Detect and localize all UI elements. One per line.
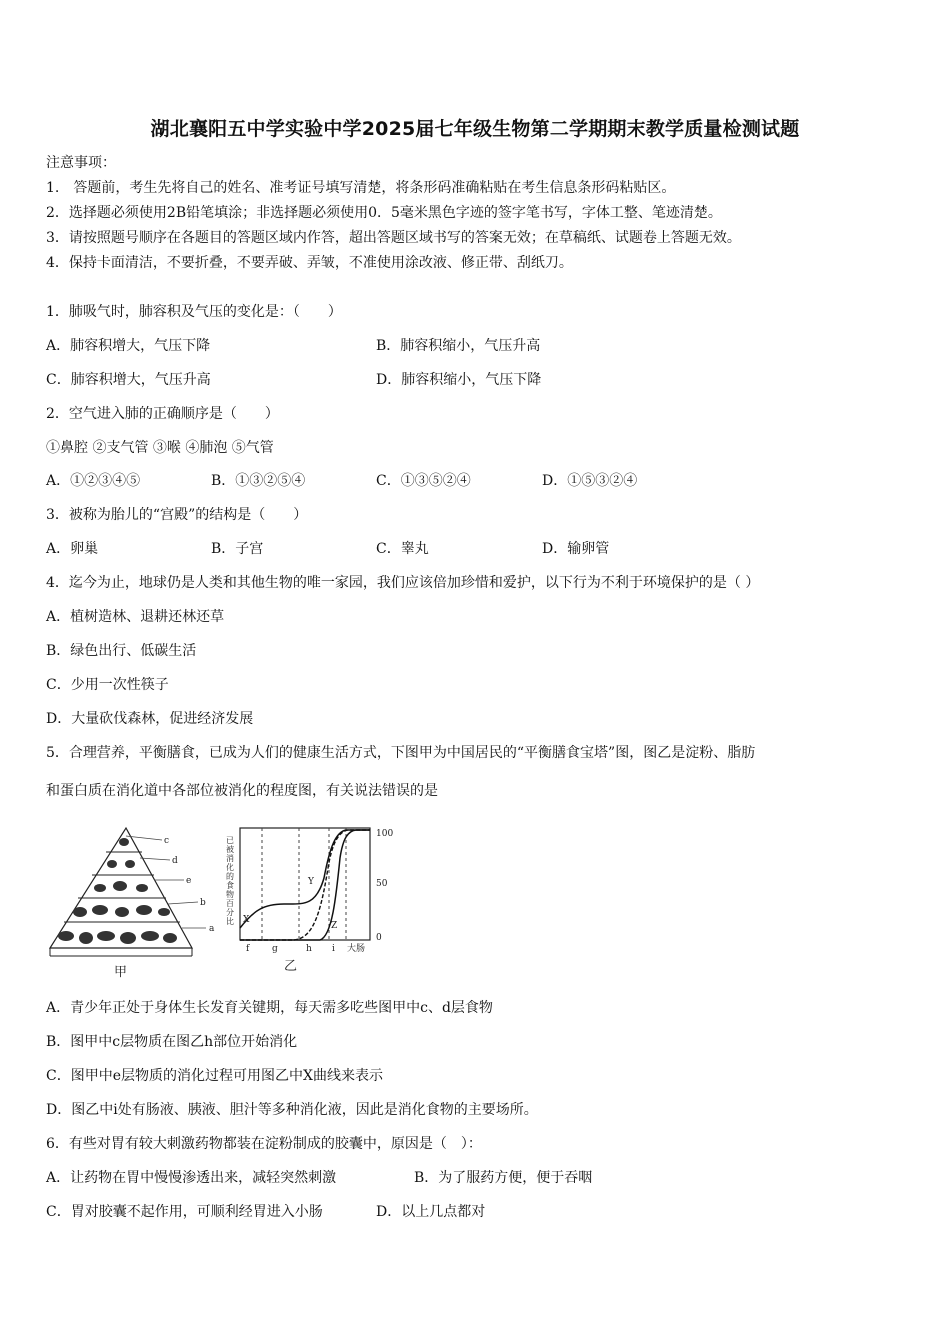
y-axis-title: 已被消化的食物百分比 — [225, 836, 235, 926]
q6-option-c: C．胃对胶囊不起作用，可顺利经胃进入小肠 — [46, 1204, 323, 1220]
q6-option-a: A．让药物在胃中慢慢渗透出来，减轻突然刺激 — [46, 1170, 337, 1186]
notice-item-2: 2．选择题必须使用2B铅笔填涂；非选择题必须使用0．5毫米黑色字迹的签字笔书写，字体工整、笔迹清楚。 — [46, 205, 722, 221]
curve-label-x: X — [243, 915, 250, 925]
q6-option-d: D．以上几点都对 — [376, 1204, 486, 1220]
q1-stem: 1．肺吸气时，肺容积及气压的变化是：（ ） — [46, 304, 342, 320]
q4-option-d: D．大量砍伐森林，促进经济发展 — [46, 711, 254, 727]
y-tick-100: 100 — [376, 829, 394, 839]
q5-option-d: D．图乙中i处有肠液、胰液、胆汁等多种消化液，因此是消化食物的主要场所。 — [46, 1102, 538, 1118]
notice-item-1: 1. 答题前，考生先将自己的姓名、准考证号填写清楚，将条形码准确粘贴在考生信息条形码粘贴区。 — [46, 180, 676, 196]
q3-option-d: D．输卵管 — [542, 541, 610, 557]
y-tick-50: 50 — [376, 879, 388, 889]
x-tick-h: h — [306, 944, 312, 954]
pyramid-label-a: a — [209, 924, 215, 934]
pyramid-label-d: d — [172, 856, 178, 866]
notice-heading: 注意事项： — [46, 155, 116, 171]
q5-option-a: A．青少年正处于身体生长发育关键期，每天需多吃些图甲中c、d层食物 — [46, 1000, 493, 1016]
pyramid-food-icons — [58, 838, 177, 944]
q1-option-c: C．肺容积增大，气压升高 — [46, 372, 211, 388]
q2-option-a: A．①②③④⑤ — [46, 473, 141, 489]
q2-items: ①鼻腔 ②支气管 ③喉 ④肺泡 ⑤气管 — [46, 440, 274, 456]
q3-option-c: C．睾丸 — [376, 541, 429, 557]
q4-option-b: B．绿色出行、低碳生活 — [46, 643, 197, 659]
pyramid-caption: 甲 — [114, 965, 128, 980]
curve-label-y: Y — [308, 877, 314, 887]
q5-stem-line1: 5．合理营养，平衡膳食，已成为人们的健康生活方式，下图甲为中国居民的“平衡膳食宝塔”图，图乙是淀粉、脂肪 — [46, 745, 756, 761]
q3-option-a: A．卵巢 — [46, 541, 99, 557]
curve-y — [240, 830, 370, 940]
q4-stem: 4．迄今为止，地球仍是人类和其他生物的唯一家园，我们应该倍加珍惜和爱护，以下行为不利于环境保护的是（ ） — [46, 575, 760, 591]
pyramid-label-e: e — [186, 876, 192, 886]
pyramid-label-c: c — [164, 836, 170, 846]
y-tick-0: 0 — [376, 933, 382, 943]
q6-stem: 6．有些对胃有较大刺激药物都装在淀粉制成的胶囊中，原因是（ ）： — [46, 1136, 482, 1152]
q3-option-b: B．子宫 — [211, 541, 264, 557]
q1-option-d: D．肺容积缩小，气压下降 — [376, 372, 542, 388]
q1-option-b: B．肺容积缩小，气压升高 — [376, 338, 541, 354]
x-tick-i: i — [332, 944, 335, 954]
q5-stem-line2: 和蛋白质在消化道中各部位被消化的程度图，有关说法错误的是 — [46, 783, 438, 799]
x-tick-f: f — [246, 944, 250, 954]
q6-option-b: B．为了服药方便，便于吞咽 — [414, 1170, 593, 1186]
notice-item-4: 4．保持卡面清洁，不要折叠，不要弄破、弄皱，不准使用涂改液、修正带、刮纸刀。 — [46, 255, 573, 271]
curve-z — [240, 830, 370, 940]
digestion-chart — [240, 828, 370, 940]
q1-option-a: A．肺容积增大，气压下降 — [46, 338, 211, 354]
q3-stem: 3．被称为胎儿的“宫殿”的结构是（ ） — [46, 507, 308, 523]
q5-figure — [44, 818, 404, 983]
chart-caption: 乙 — [284, 959, 298, 974]
q2-stem: 2．空气进入肺的正确顺序是（ ） — [46, 406, 279, 422]
pyramid-label-b: b — [200, 898, 206, 908]
curve-x — [240, 830, 370, 928]
x-tick-g: g — [272, 944, 278, 954]
x-tick-large-intestine: 大肠 — [347, 944, 366, 954]
q2-option-d: D．①⑤③②④ — [542, 473, 638, 489]
q5-option-c: C．图甲中e层物质的消化过程可用图乙中X曲线来表示 — [46, 1068, 383, 1084]
page-title: 湖北襄阳五中学实验中学2025届七年级生物第二学期期末教学质量检测试题 — [150, 118, 800, 140]
notice-item-3: 3．请按照题号顺序在各题目的答题区域内作答，超出答题区域书写的答案无效；在草稿纸、试题卷上答题无效。 — [46, 230, 741, 246]
q2-option-b: B．①③②⑤④ — [211, 473, 306, 489]
q2-option-c: C．①③⑤②④ — [376, 473, 471, 489]
q4-option-c: C．少用一次性筷子 — [46, 677, 169, 693]
q4-option-a: A．植树造林、退耕还林还草 — [46, 609, 225, 625]
curve-label-z: Z — [331, 921, 338, 931]
q5-option-b: B．图甲中c层物质在图乙h部位开始消化 — [46, 1034, 298, 1050]
